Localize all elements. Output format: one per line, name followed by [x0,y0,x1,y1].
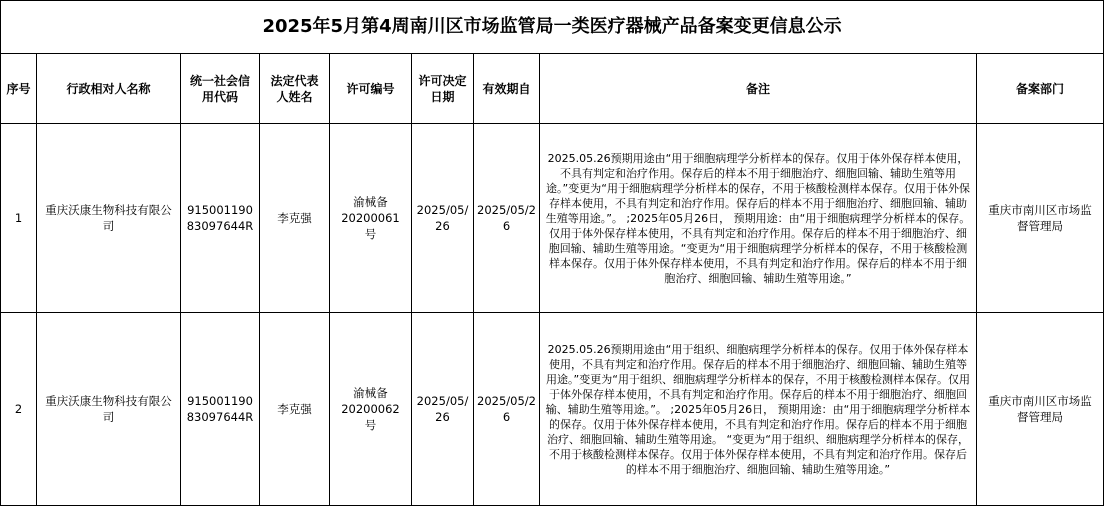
header-permit-no: 许可编号 [330,54,412,124]
header-dept: 备案部门 [977,54,1104,124]
header-credit-code: 统一社会信用代码 [181,54,260,124]
row-credit-code: 91500119083097644R [181,313,260,506]
header-name: 行政相对人名称 [37,54,181,124]
table-row [1,313,1104,506]
row-seq: 2 [1,313,37,506]
row-legal-rep: 李克强 [260,124,330,313]
header-valid-from: 有效期自 [474,54,540,124]
row-permit-no: 渝械备20200062号 [330,313,412,506]
header-legal-rep: 法定代表人姓名 [260,54,330,124]
row-dept: 重庆市南川区市场监督管理局 [977,124,1104,313]
row-seq: 1 [1,124,37,313]
row-name: 重庆沃康生物科技有限公司 [37,313,181,506]
table-row [1,124,1104,313]
header-remark: 备注 [540,54,977,124]
row-legal-rep: 李克强 [260,313,330,506]
header-row [1,54,1104,124]
row-name: 重庆沃康生物科技有限公司 [37,124,181,313]
row-remark: 2025.05.26预期用途由“用于细胞病理学分析样本的保存。仅用于体外保存样本使用，不具有判定和治疗作用。保存后的样本不用于细胞治疗、细胞回输、辅助生殖等用途。”变更为“用于细胞病理学分析样本的保存，不用于核酸检测样本保存。仅用于体外保存样本使用，不具有判定和治疗作用。保存后的样本不用于细胞治疗、细胞回输、辅助生殖等用途。”。 ;2025年05月26日， 预期用途：由“用于细胞病理学分析样本的保存。仅用于体外保存样本使用，不具有判定和治疗作用。保存后的样本不用于细胞治疗、细胞回输、辅助生殖等用途。“变更为“用于细胞病理学分析样本的保存，不用于核酸检测样本保存。仅用于体外保存样本使用，不具有判定和治疗作用。保存后的样本不用于细胞治疗、细胞回输、辅助生殖等用途。” [540,124,977,313]
row-credit-code: 91500119083097644R [181,124,260,313]
row-dept: 重庆市南川区市场监督管理局 [977,313,1104,506]
page-title: 2025年5月第4周南川区市场监管局一类医疗器械产品备案变更信息公示 [1,1,1104,54]
row-permit-no: 渝械备20200061号 [330,124,412,313]
row-decision-date: 2025/05/26 [412,313,474,506]
row-decision-date: 2025/05/26 [412,124,474,313]
row-valid-from: 2025/05/26 [474,313,540,506]
header-decision-date: 许可决定日期 [412,54,474,124]
row-valid-from: 2025/05/26 [474,124,540,313]
row-remark: 2025.05.26预期用途由“用于组织、细胞病理学分析样本的保存。仅用于体外保存样本使用，不具有判定和治疗作用。保存后的样本不用于细胞治疗、细胞回输、辅助生殖等用途。”变更为“用于组织、细胞病理学分析样本的保存，不用于核酸检测样本保存。仅用于体外保存样本使用，不具有判定和治疗作用。保存后的样本不用于细胞治疗、细胞回输、辅助生殖等用途。”。 ;2025年05月26日， 预期用途：由“用于细胞病理学分析样本的保存。仅用于体外保存样本使用，不具有判定和治疗作用。保存后的样本不用于细胞治疗、细胞回输、辅助生殖等用途。 “变更为“用于组织、细胞病理学分析样本的保存，不用于核酸检测样本保存。仅用于体外保存样本使用，不具有判定和治疗作用。保存后的样本不用于细胞治疗、细胞回输、辅助生殖等用途。” [540,313,977,506]
header-seq: 序号 [1,54,37,124]
